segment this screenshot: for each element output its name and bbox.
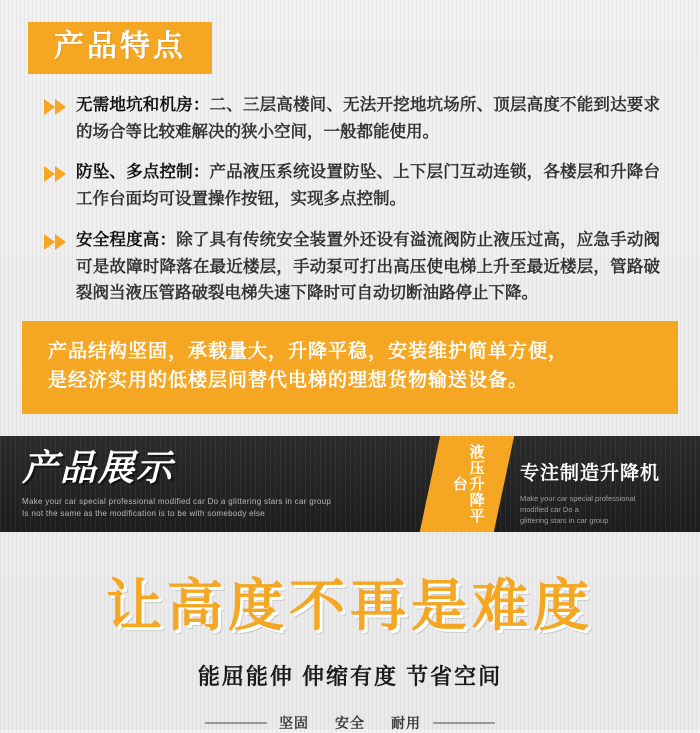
slogan-subheadline: 能屈能伸 伸缩有度 节省空间 [197,663,503,689]
arrow-right-icon [44,99,66,115]
feature-text [76,159,660,212]
banner-right [504,436,700,532]
summary-line-1: 产品结构坚固，承载量大，升降平稳，安装维护简单方便， [48,341,569,363]
slogan-headline: 让高度不再是难度 [106,573,594,637]
features-section [0,0,700,307]
section-title-tab: 产品特点 [28,22,212,74]
banner-right-subtitle [520,493,660,527]
list-item [44,227,660,307]
list-item [44,92,660,145]
banner-right-subtitle-line-1: Make your car special professional modified car Do a [520,493,636,515]
tag-word: 安全 [335,714,365,731]
arrow-right-icon [44,234,66,250]
tag-word: 坚固 [279,714,309,731]
slogan-section [0,532,700,733]
banner-subtitle [22,496,352,520]
feature-title: 防坠、多点控制： [76,163,210,182]
feature-body: 除了具有传统安全装置外还设有溢流阀防止液压过高，应急手动阀可是故障时降落在最近楼层，手动泵可打出高压使电梯上升至最近楼层，管路破裂阀当液压管路破裂电梯失速下降时可自动切断油路停止下降。 [76,230,661,303]
feature-title: 安全程度高： [76,230,177,249]
feature-body: 二、三层高楼间、无法开挖地坑场所、顶层高度不能到达要求的场合等比较难解决的狭小空间，一般都能使用。 [76,96,661,141]
summary-band [22,321,678,414]
tag-word-group [279,713,421,733]
banner-vertical-badge [420,436,514,532]
banner-right-title: 专注制造升降机 [520,462,661,484]
slogan-tags [0,713,700,733]
arrow-right-icon [44,166,66,182]
tag-word: 耐用 [391,714,421,731]
feature-body: 产品液压系统设置防坠、上下层门互动连锁，各楼层和升降台工作台面均可设置操作按钮，实现多点控制。 [76,163,661,209]
feature-text [76,227,660,307]
divider-left [205,722,267,724]
banner-left [0,436,430,532]
product-display-banner [0,436,700,532]
banner-right-subtitle-line-2: glittering stars in car group [520,516,609,526]
banner-subtitle-line-2: Is not the same as the modification is to be with somebody else [22,508,266,518]
list-item [44,159,660,212]
banner-title: 产品展示 [22,446,175,488]
divider-right [433,722,495,724]
summary-line-2: 是经济实用的低楼层间替代电梯的理想货物输送设备。 [48,370,529,392]
feature-list [44,92,660,307]
feature-text [76,92,660,145]
feature-title: 无需地坑和机房： [76,96,210,114]
banner-subtitle-line-1: Make your car special professional modified car Do a glittering stars in car group [22,496,332,506]
banner-vertical-text: 液压升降平台 [451,443,485,524]
